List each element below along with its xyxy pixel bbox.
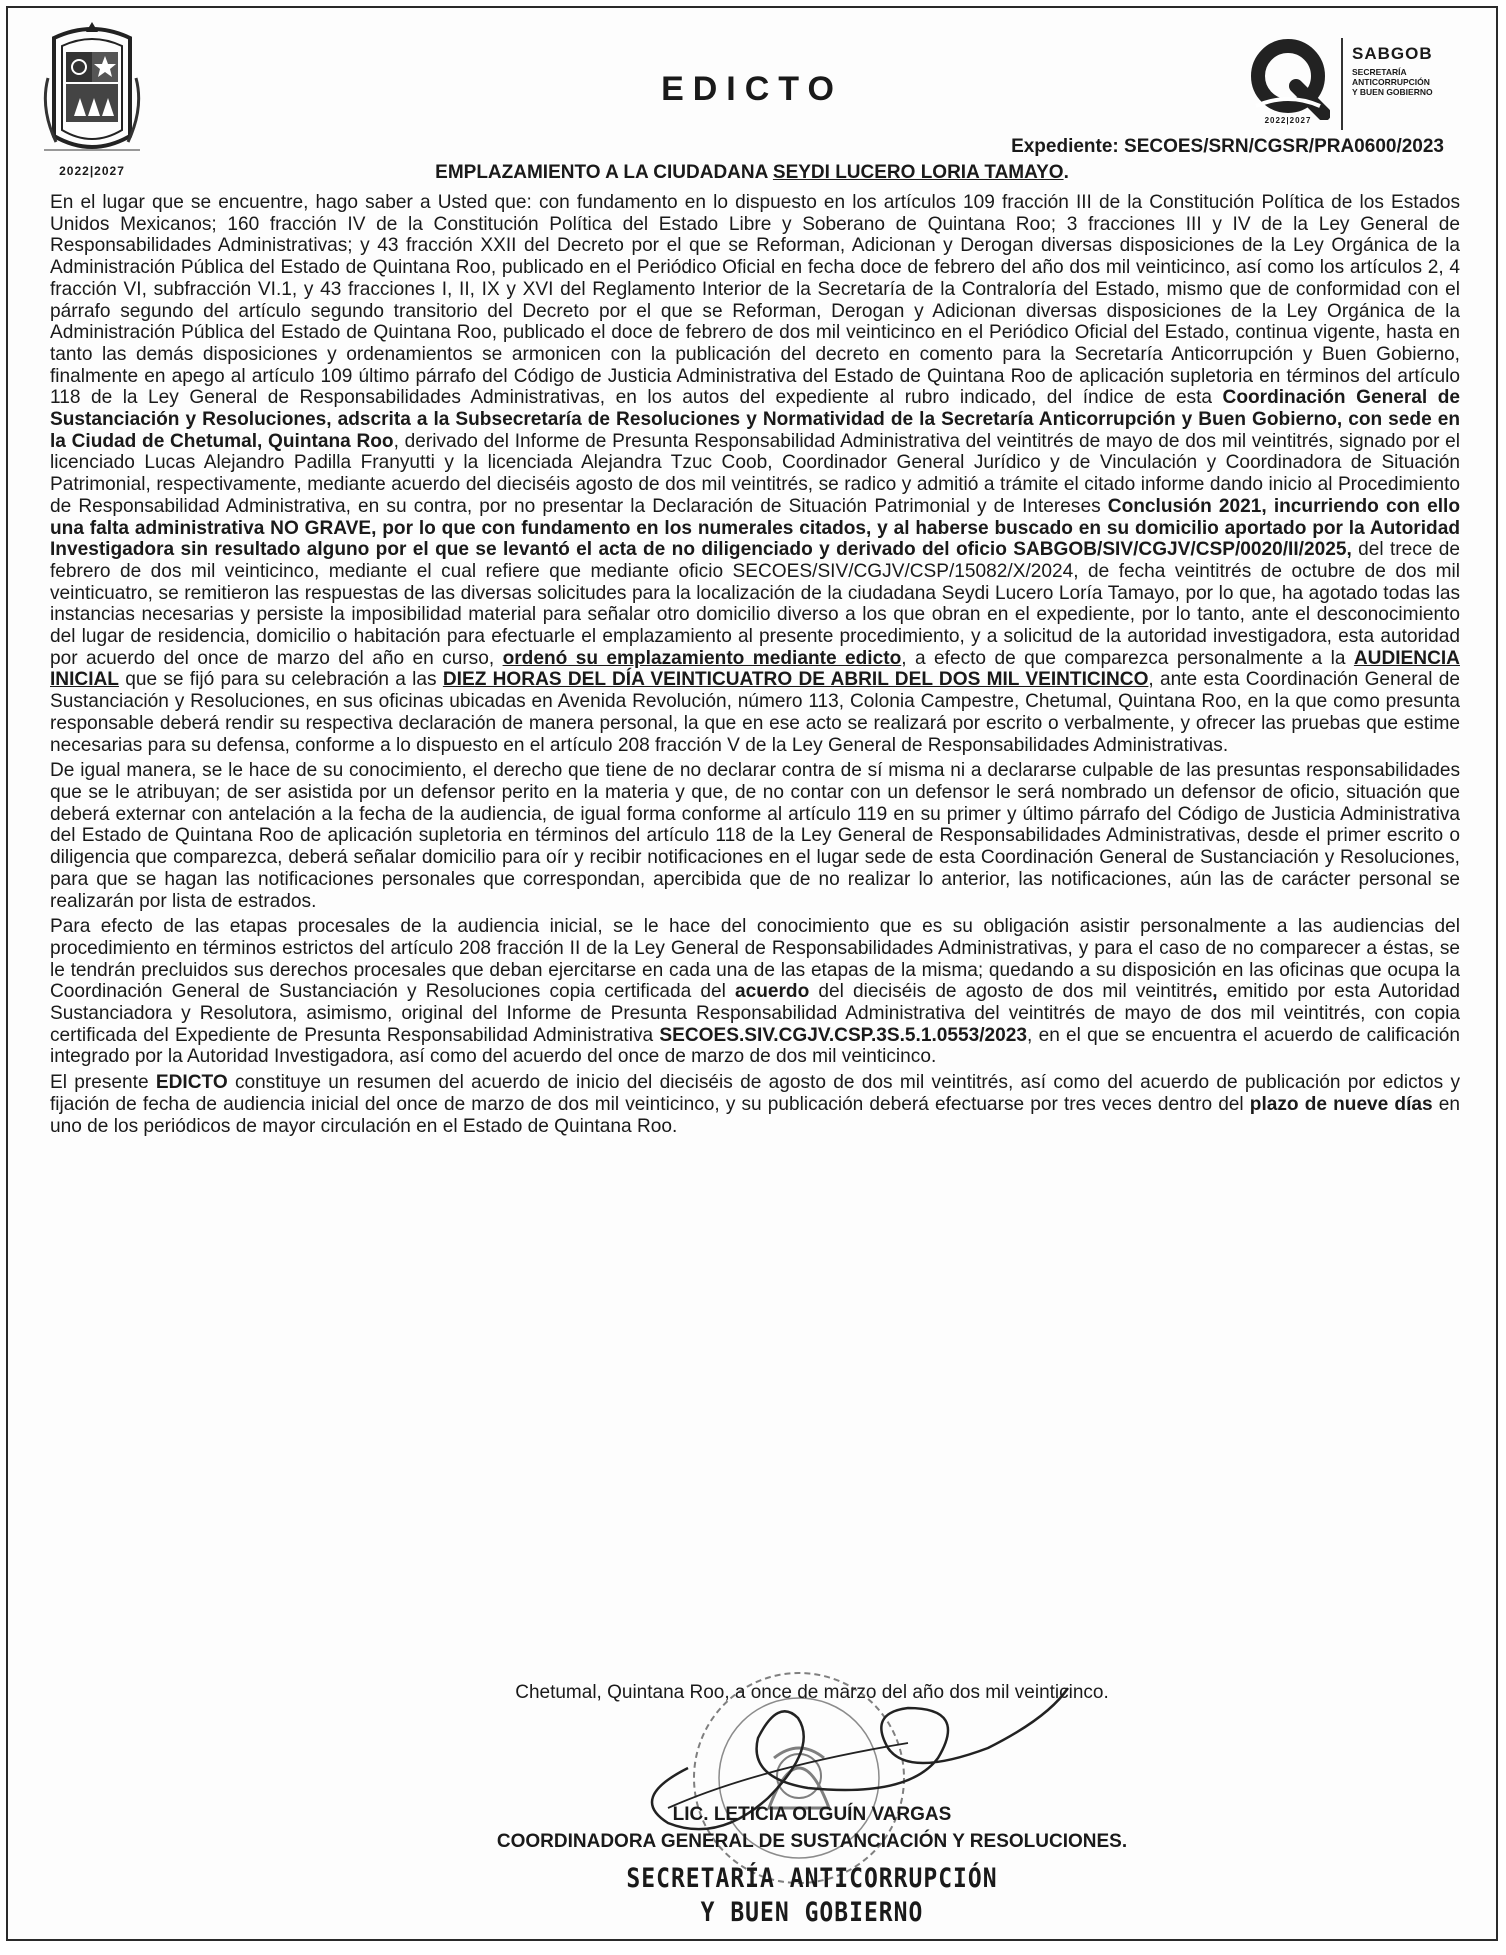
- p1-text-i: que se fijó para su celebración a las: [118, 669, 443, 691]
- p4-bold-b: EDICTO: [155, 1072, 228, 1094]
- paragraph-2: De igual manera, se le hace de su conocimiento, el derecho que tiene de no declarar contra de sí misma ni a declararse culpable de las presuntas responsabilidades que se le atribuyan; de ser asistida por un defensor perito en la materia y que, de no contar con un defensor le será nombrado un defensor de oficio, situación que deberá externar con antelación a la fecha de la audiencia, de igual forma conforme al artículo 119 en su primer y último párrafo del Código de Justicia Administrativa del Estado de Quintana Roo de aplicación supletoria en términos del artículo 118 de la Ley General de Responsabilidades Administrativas, desde el primer escrito o diligencia que comparezca, deberá señalar domicilio para oír y recibir notificaciones en el lugar sede de esta Coordinación General de Sustanciación y Resoluciones, para que se hagan las notificaciones personales que correspondan, apercibida que de no realizar lo anterior, las notificaciones, aún las de carácter personal se realizarán por lista de estrados.: [50, 760, 1460, 912]
- p3-bold-f: SECOES.SIV.CGJV.CSP.3S.5.1.0553/2023: [659, 1024, 1028, 1046]
- p1-bold-d: Conclusión 2021, incurriendo con ello una falta administrativa NO GRAVE, por lo que con fundamento en los numerales citados, y al haberse buscado en su domicilio aportado por la Autoridad Investigadora sin resultado alguno por el que se levantó el acta de no diligenciado y derivado del oficio SABGOB/SIV/CGJV/CSP/0020/II/2025,: [50, 495, 1460, 561]
- sabgob-logo-text: [1352, 44, 1492, 97]
- p3-text-g: , en el que se encuentra el acuerdo de calificación integrado por la Autoridad Investigadora, así como del acuerdo del once de marzo de dos mil veinticinco.: [50, 1024, 1460, 1068]
- p1-text-c: , derivado del Informe de Presunta Responsabilidad Administrativa del veintitrés de mayo de dos mil veintitrés, signado por el licenciado Lucas Alejandro Padilla Franyutti y la licenciada Alejandra Tzuc Coob, Coordinador General Jurídico y de Vinculación y Coordinadora de Situación Patrimonial, respectivamente, mediante acuerdo del dieciséis agosto de dos mil veintitrés, se radico y admitió a trámite el citado informe dando inicio al Procedimiento de Responsabilidad Administrativa, en su contra, por no presentar la Declaración de Situación Patrimonial y de Intereses: [50, 430, 1460, 517]
- p1-underline-h: AUDIENCIA INICIAL: [50, 647, 1460, 691]
- edicto-page: [6, 6, 1498, 1941]
- signer-name: LIC. LETICIA OLGUÍN VARGAS: [672, 1804, 952, 1825]
- signer-role: COORDINADORA GENERAL DE SUSTANCIACIÓN Y RESOLUCIONES.: [496, 1831, 1128, 1852]
- logo-years: 2022|2027: [1264, 116, 1312, 125]
- p4-text-c: constituye un resumen del acuerdo de inicio del dieciséis de agosto de dos mil veintitrés, así como del acuerdo de publicación por edictos y fijación de fecha de audiencia inicial del once de marzo de dos mil veinticinco, y su publicación deberá efectuarse por tres veces dentro del: [50, 1072, 1460, 1115]
- p4-bold-d: plazo de nueve días: [1249, 1093, 1433, 1115]
- p1-text-g: , a efecto de que comparezca personalmente a la: [901, 647, 1354, 669]
- document-body: [50, 192, 1460, 1141]
- document-header: [8, 8, 1496, 188]
- document-title: EDICTO: [661, 70, 843, 108]
- emplazamiento-suffix: .: [1063, 162, 1069, 183]
- p3-text-a: Para efecto de las etapas procesales de la audiencia inicial, se le hace del conocimiento que es su obligación asistir personalmente a las audiencias del procedimiento en términos estrictos del artículo 208 fracción II de la Ley General de Responsabilidades Administrativas, y para el caso de no comparecer a éstas, se le tendrán precluidos sus derechos procesales que deban ejercitarse en cada una de las etapas de la misma; quedando a su disposición en las oficinas que ocupa la Coordinación General de Sustanciación y Resoluciones copia certificada del: [50, 916, 1460, 1003]
- emplazamiento-name: SEYDI LUCERO LORIA TAMAYO: [772, 162, 1064, 183]
- p1-text-a: En el lugar que se encuentre, hago saber a Usted que: con fundamento en lo dispuesto en los artículos 109 fracción III de la Constitución Política de los Estados Unidos Mexicanos; 160 fracción IV de la Constitución Política del Estado Libre y Soberano de Quintana Roo; 3 fracciones III y IV de la Ley General de Responsabilidades Administrativas; y 43 fracción XXII del Decreto por el que se Reforman, Adicionan y Derogan diversas disposiciones de la Ley Orgánica de la Administración Pública del Estado de Quintana Roo, publicado en el Periódico Oficial en fecha doce de febrero del año dos mil veinticinco, así como los artículos 2, 4 fracción VI, subfracción VI.1, y 43 fracciones I, II, IX y XVI del Reglamento Interior de la Secretaría de la Contraloría del Estado, mismo que de conformidad con el párrafo segundo del artículo segundo transitorio del Decreto por el que se Reforman, Derogan y Adicionan diversas disposiciones de la Ley Orgánica de la Administración Pública del Estado de Quintana Roo, publicado el doce de febrero de dos mil veinticinco en el Periódico Oficial del Estado, continua vigente, hasta en tanto las demás disposiciones y ordenamientos se armonicen con la publicación del decreto en comento para la Secretaría Anticorrupción y Buen Gobierno, finalmente en apego al artículo 109 último párrafo del Código de Justicia Administrativa del Estado de Quintana Roo de aplicación supletoria en términos del artículo 118 de la Ley General de Responsabilidades Administrativas, en los autos del expediente al rubro indicado, del índice de esta: [50, 192, 1460, 409]
- logo-sub-1: SECRETARÍA: [1352, 67, 1407, 77]
- p3-text-e: emitido por esta Autoridad Sustanciadora y Resolutora, asimismo, original del Informe de Presunta Responsabilidad Administrativa del veintitrés de mayo de dos mil veintitrés, con copia certificada del Expediente de Presunta Responsabilidad Administrativa: [50, 981, 1461, 1046]
- crest-years: 2022|2027: [59, 164, 125, 178]
- expediente-number: Expediente: SECOES/SRN/CGSR/PRA0600/2023: [1011, 136, 1444, 157]
- paragraph-4: [50, 1072, 1460, 1137]
- stamp-line-1: SECRETARÍA ANTICORRUPCIÓN: [626, 1864, 998, 1894]
- p3-bold-b: acuerdo: [734, 981, 810, 1003]
- p3-bold-d: ,: [1212, 981, 1218, 1003]
- logo-divider: [1341, 38, 1343, 130]
- p4-text-e: en uno de los periódicos de mayor circulación en el Estado de Quintana Roo.: [50, 1093, 1460, 1137]
- emplazamiento-heading: [8, 162, 1496, 184]
- logo-name: SABGOB: [1352, 44, 1433, 63]
- logo-sub-2: ANTICORRUPCIÓN: [1352, 77, 1430, 87]
- p1-underline-j: DIEZ HORAS DEL DÍA VEINTICUATRO DE ABRIL DEL DOS MIL VEINTICINCO: [442, 669, 1149, 691]
- paragraph-1: [50, 192, 1460, 756]
- emplazamiento-prefix: EMPLAZAMIENTO A LA CIUDADANA: [435, 162, 773, 183]
- closing-line: Chetumal, Quintana Roo, a once de marzo del año dos mil veinticinco.: [515, 1682, 1109, 1703]
- sabgob-q-logo-icon: [1246, 36, 1330, 120]
- p1-text-k: , ante esta Coordinación General de Sustanciación y Resoluciones, en sus oficinas ubicadas en Avenida Revolución, número 113, Colonia Campestre, Chetumal, Quintana Roo, en la que como presunta responsable deberá rendir su respectiva declaración de manera personal, la que en ese acto se realizará por escrito o verbalmente, y ofrecer las pruebas que estime necesarias para su defensa, conforme a lo dispuesto en el artículo 208 fracción V de la Ley General de Responsabilidades Administrativas.: [50, 669, 1461, 756]
- p4-text-a: El presente: [50, 1072, 156, 1094]
- p1-underline-f: ordenó su emplazamiento mediante edicto: [502, 647, 902, 669]
- p1-text-e: del trece de febrero de dos mil veinticinco, mediante el cual refiere que mediante oficio SECOES/SIV/CGJV/CSP/15082/X/2024, de fecha veintitrés de octubre de dos mil veinticuatro, se remitieron las respuestas de las diversas solicitudes para la localización de la ciudadana Seydi Lucero Loría Tamayo, por lo que, ha agotado todas las instancias necesarias y persiste la imposibilidad material para señalar otro domicilio diverso a los que obran en el expediente, por lo tanto, ante el desconocimiento del lugar de residencia, domicilio o habitación para efectuarle el emplazamiento al presente procedimiento, y a solicitud de la autoridad investigadora, esta autoridad por acuerdo del once de marzo del año en curso,: [50, 539, 1460, 669]
- paragraph-3: [50, 916, 1460, 1068]
- logo-sub-3: Y BUEN GOBIERNO: [1352, 87, 1433, 97]
- stamp-line-2: Y BUEN GOBIERNO: [700, 1898, 924, 1928]
- p1-bold-b: Coordinación General de Sustanciación y Resoluciones, adscrita a la Subsecretaría de Resoluciones y Normatividad de la Secretaría Anticorrupción y Buen Gobierno, con sede en la Ciudad de Chetumal, Quintana Roo: [50, 387, 1460, 452]
- p3-text-c: del dieciséis de agosto de dos mil veintitrés: [809, 981, 1213, 1003]
